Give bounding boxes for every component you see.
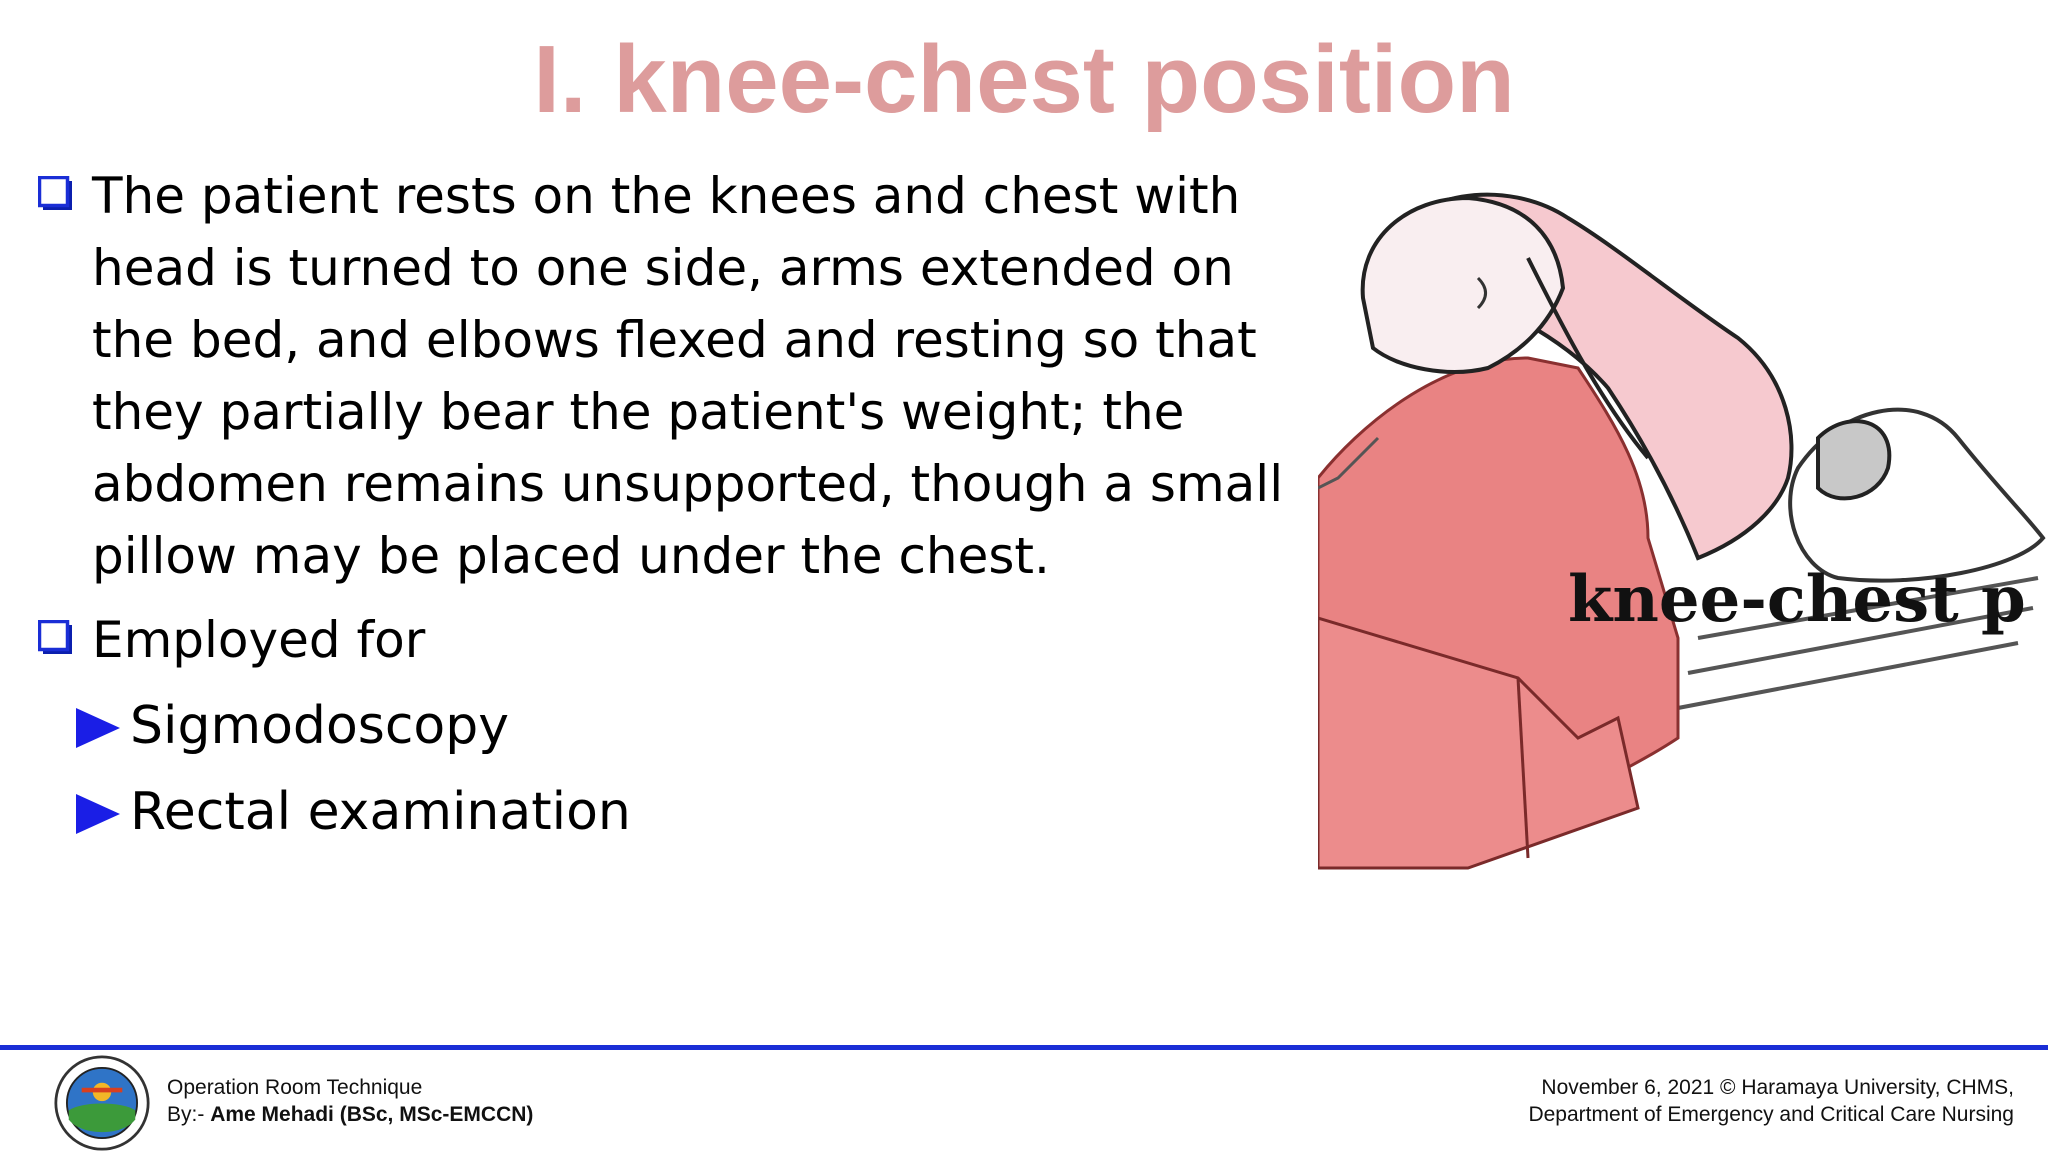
footer-author-line <box>167 1101 533 1128</box>
illustration-caption: knee-chest p <box>1568 562 2026 637</box>
sub-bullet-text: Rectal examination <box>130 782 631 842</box>
sub-bullet-text: Sigmodoscopy <box>130 696 510 756</box>
footer-author-prefix: By:- <box>167 1103 205 1126</box>
footer-department: Department of Emergency and Critical Care Nursing <box>1528 1103 2014 1126</box>
bullet-text: The patient rests on the knees and chest with head is turned to one side, arms extended on the bed, and elbows flexed and resting so that they partially bear the patient's weight; the abdomen remains unsupported, though a small pillow may be placed under the chest. <box>92 167 1284 585</box>
slide-title: I. knee-chest position <box>533 26 1515 133</box>
triangle-bullet-icon <box>76 794 120 834</box>
footer-left <box>167 1074 533 1128</box>
sub-bullet-item <box>76 690 1304 762</box>
footer-author: Ame Mehadi (BSc, MSc-EMCCN) <box>210 1103 534 1126</box>
bullet-text: Employed for <box>92 611 426 669</box>
footer-right <box>1528 1074 2014 1128</box>
checkbox-bullet-icon <box>38 176 74 212</box>
bullet-item <box>34 160 1304 592</box>
checkbox-bullet-icon <box>38 620 74 656</box>
triangle-bullet-icon <box>76 708 120 748</box>
drape-top-white <box>1363 198 1563 372</box>
sub-bullet-list <box>34 690 1304 848</box>
university-seal-logo <box>50 1055 154 1151</box>
footer-rule <box>0 1045 2048 1050</box>
bullet-item <box>34 604 1304 676</box>
footer-date: November 6, 2021 © Haramaya University, CHMS, <box>1541 1076 2014 1099</box>
footer-course: Operation Room Technique <box>167 1076 423 1099</box>
sub-bullet-item <box>76 776 1304 848</box>
knee-chest-illustration <box>1318 178 2048 878</box>
bullet-list <box>34 160 1304 862</box>
